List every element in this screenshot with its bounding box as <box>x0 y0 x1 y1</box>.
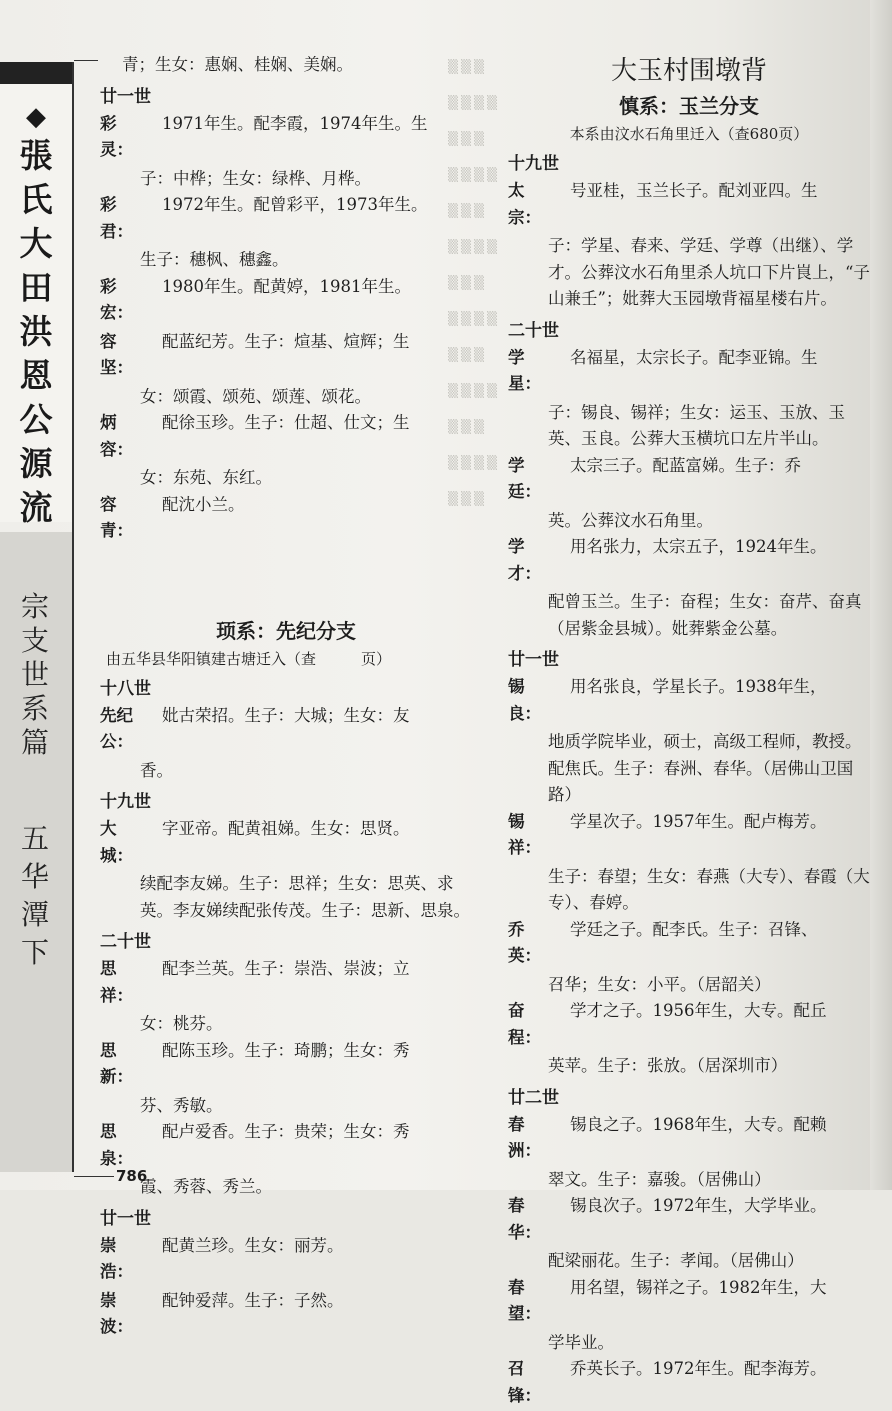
entry-first-line <box>100 329 472 382</box>
person-name: 先纪公： <box>100 705 133 751</box>
entry-text: 乔英长子。1972年生。配李海芳。 <box>570 1359 827 1378</box>
entry-continuation: 配曾玉兰。生子：奋程；生女：奋芹、奋真（居紫金县城）。妣葬紫金公墓。 <box>548 592 862 638</box>
entry-continuation: 地质学院毕业，硕士，高级工程师，教授。配焦氏。生子：春洲、春华。（居佛山卫国路） <box>548 732 862 804</box>
entry-list <box>100 816 472 924</box>
person-name: 彩 灵： <box>100 113 133 159</box>
person-name: 锡 良： <box>508 677 541 723</box>
genealogy-entry <box>508 917 870 999</box>
entry-continuation: 配梁丽花。生子：孝闻。（居佛山） <box>548 1251 804 1270</box>
entry-continuation: 学毕业。 <box>548 1332 614 1352</box>
continuation-text: 青；生女：惠娴、桂娴、美娴。 <box>122 55 353 74</box>
section-char: 篇 <box>20 726 49 759</box>
person-name: 学 廷： <box>508 455 541 501</box>
entry-text: 配李兰英。生子：崇浩、崇波；立 <box>162 959 410 978</box>
generation-heading: 二十世 <box>508 320 559 341</box>
entry-text: 字亚帝。配黄祖娣。生女：思贤。 <box>162 819 410 838</box>
section-char: 世 <box>20 658 49 691</box>
generation-heading: 廿二世 <box>508 1087 559 1108</box>
page-number: 786 <box>116 1167 148 1185</box>
book-title-char: 公 <box>19 400 53 439</box>
book-title-char: 張 <box>19 136 53 175</box>
book-title-char: 大 <box>19 224 53 263</box>
left-column <box>100 52 472 1343</box>
entry-list <box>508 1112 870 1410</box>
section-title-vertical <box>10 590 60 760</box>
entry-first-line <box>100 956 472 1009</box>
genealogy-entry <box>100 1119 472 1201</box>
entry-first-line <box>100 1288 472 1341</box>
entry-continuation: 召华；生女：小平。（居韶关） <box>548 974 771 994</box>
sidebar-divider-line <box>72 62 74 1172</box>
section-char: 支 <box>20 624 49 657</box>
bleed-through-text: ▒▒▒ ▒▒▒▒ ▒▒▒ ▒▒▒▒ ▒▒▒ ▒▒▒▒ ▒▒▒ ▒▒▒▒ ▒▒▒ ▒▒▒▒ ▒▒▒ ▒▒▒▒ ▒▒▒ <box>448 60 500 507</box>
section-char: 系 <box>20 692 49 725</box>
diamond-icon: ◆ <box>26 102 46 132</box>
book-title-char: 源 <box>19 444 53 483</box>
genealogy-entry <box>508 809 870 917</box>
entry-first-line <box>508 1193 870 1246</box>
genealogy-entry <box>508 534 870 642</box>
entry-continuation: 女：桃芬。 <box>140 1014 223 1033</box>
entry-text: 锡良次子。1972年生，大学毕业。 <box>570 1196 827 1215</box>
entry-first-line <box>100 1233 472 1286</box>
entry-text: 配卢爱香。生子：贵荣；生女：秀 <box>162 1122 410 1141</box>
entry-list <box>100 703 472 785</box>
person-name: 学 才： <box>508 537 541 583</box>
entry-text: 锡良之子。1968年生，大专。配赖 <box>570 1114 827 1134</box>
genealogy-entry <box>100 1038 472 1120</box>
entry-text: 学才之子。1956年生，大专。配丘 <box>570 1001 827 1020</box>
person-name: 彩 宏： <box>100 276 133 322</box>
entry-first-line <box>508 674 870 727</box>
generation-heading: 二十世 <box>100 932 151 952</box>
person-name: 锡 祥： <box>508 811 541 857</box>
genealogy-entry <box>508 998 870 1080</box>
entry-text: 配沈小兰。 <box>162 494 245 514</box>
entry-text: 配钟爱萍。生子：子然。 <box>162 1290 344 1310</box>
genealogy-entry <box>508 674 870 809</box>
person-name: 太 宗： <box>508 181 541 227</box>
generation-heading: 廿一世 <box>100 1208 151 1229</box>
genealogy-entry <box>508 345 870 453</box>
entry-first-line <box>508 534 870 587</box>
person-name: 思 新： <box>100 1040 133 1086</box>
entry-continuation: 子：中桦；生女：绿桦、月桦。 <box>140 168 371 188</box>
entry-first-line <box>100 1038 472 1091</box>
entry-first-line <box>100 703 472 756</box>
person-name: 彩 君： <box>100 195 133 241</box>
generation-heading: 十八世 <box>100 678 151 699</box>
person-name: 炳 容： <box>100 413 133 459</box>
genealogy-entry <box>508 453 870 535</box>
book-title-char: 恩 <box>19 356 53 395</box>
entry-first-line <box>508 178 870 231</box>
entry-continuation: 翠文。生子：嘉骏。（居佛山） <box>548 1169 771 1189</box>
entry-first-line <box>508 1356 870 1409</box>
place-char: 华 <box>20 860 49 893</box>
genealogy-entry <box>100 492 472 545</box>
generation-heading: 廿一世 <box>100 86 151 107</box>
entry-first-line <box>100 274 472 327</box>
entry-first-line <box>508 1112 870 1165</box>
genealogy-entry <box>100 410 472 492</box>
person-name: 召 锋： <box>508 1359 541 1405</box>
person-name: 容 青： <box>100 494 133 540</box>
entry-first-line <box>100 1119 472 1172</box>
entry-continuation: 英。公葬汶水石角里。 <box>548 510 713 530</box>
entry-first-line <box>508 1275 870 1328</box>
genealogy-entry <box>508 1275 870 1357</box>
genealogy-entry <box>100 274 472 327</box>
entry-text: 1972年生。配曾彩平，1973年生。 <box>162 195 428 214</box>
entry-text: 学廷之子。配李氏。生子：召锋、 <box>570 919 818 939</box>
person-name: 春 望： <box>508 1277 541 1323</box>
entry-first-line <box>100 192 472 245</box>
entry-list <box>508 178 870 313</box>
person-name: 春 华： <box>508 1196 541 1242</box>
section-char: 宗 <box>20 590 49 623</box>
entry-continuation: 子：锡良、锡祥；生女：运玉、玉放、玉英、玉良。公葬大玉横坑口左片半山。 <box>548 402 845 448</box>
entry-first-line <box>100 492 472 545</box>
place-char: 下 <box>20 936 49 969</box>
place-char: 潭 <box>20 898 49 931</box>
branch-origin: 本系由汶水石角里迁入（查680页） <box>569 125 809 143</box>
village-title: 大玉村围墩背 <box>610 56 767 86</box>
sidebar-top-bar <box>0 62 72 84</box>
genealogy-entry <box>100 329 472 411</box>
entry-list <box>508 674 870 1080</box>
person-name: 思 泉： <box>100 1122 133 1168</box>
entry-list <box>100 111 472 545</box>
entry-text: 配黄兰珍。生女：丽芳。 <box>162 1235 344 1255</box>
entry-first-line <box>508 809 870 862</box>
person-name: 春 洲： <box>508 1114 541 1160</box>
genealogy-entry <box>100 192 472 274</box>
book-title-char: 田 <box>19 268 53 307</box>
book-title-vertical <box>8 100 64 564</box>
entry-continuation: 女：东苑、东红。 <box>140 468 272 487</box>
entry-text: 配陈玉珍。生子：琦鹏；生女：秀 <box>162 1040 410 1060</box>
entry-text: 号亚桂，玉兰长子。配刘亚四。生 <box>570 181 818 200</box>
genealogy-entry <box>100 956 472 1038</box>
entry-text: 学星次子。1957年生。配卢梅芳。 <box>570 811 827 831</box>
branch-title: 顼系：先纪分支 <box>216 618 356 643</box>
book-title-char: 氏 <box>19 180 53 219</box>
entry-text: 配徐玉珍。生子：仕超、仕文；生 <box>162 413 410 432</box>
genealogy-entry <box>508 1112 870 1194</box>
page-edge-shadow <box>870 0 892 1190</box>
entry-text: 太宗三子。配蓝富娣。生子：乔 <box>570 455 801 475</box>
generation-heading: 廿一世 <box>508 650 559 670</box>
entry-continuation: 生子：春望；生女：春燕（大专）、春霞（大专）、春婷。 <box>548 866 870 912</box>
person-name: 容 坚： <box>100 331 133 377</box>
entry-text: 名福星，太宗长子。配李亚锦。生 <box>570 347 818 367</box>
genealogy-entry <box>100 816 472 924</box>
entry-text: 用名张力，太宗五子，1924年生。 <box>570 537 827 556</box>
entry-first-line <box>100 816 472 869</box>
branch-title: 慎系：玉兰分支 <box>619 94 759 118</box>
entry-first-line <box>508 998 870 1051</box>
entry-first-line <box>100 410 472 463</box>
entry-text: 妣古荣招。生子：大城；生女：友 <box>162 705 410 725</box>
entry-text: 1971年生。配李霞，1974年生。生 <box>162 113 428 133</box>
person-name: 奋 程： <box>508 1001 541 1047</box>
entry-list <box>508 345 870 643</box>
genealogy-entry <box>508 178 870 313</box>
place-char: 五 <box>20 822 49 855</box>
person-name: 学 星： <box>508 347 541 393</box>
genealogy-entry <box>100 1288 472 1341</box>
branch-origin: 由五华县华阳镇建古塘迁入（查 页） <box>106 649 392 668</box>
entry-continuation: 英苹。生子：张放。（居深圳市） <box>548 1056 788 1075</box>
book-title-char: 流 <box>19 488 53 527</box>
genealogy-entry <box>508 1193 870 1275</box>
person-name: 崇 浩： <box>100 1235 133 1281</box>
entry-text: 用名张良，学星长子。1938年生， <box>570 677 827 696</box>
generation-heading: 十九世 <box>508 154 559 174</box>
entry-list <box>100 1233 472 1341</box>
entry-text: 用名望，锡祥之子。1982年生，大 <box>570 1277 827 1297</box>
entry-first-line <box>508 453 870 506</box>
place-title-vertical <box>10 820 60 972</box>
person-name: 大 城： <box>100 819 133 865</box>
entry-continuation: 女：颂霞、颂苑、颂莲、颂花。 <box>140 386 371 406</box>
book-title-char: 洪 <box>19 312 53 351</box>
entry-list <box>100 956 472 1201</box>
entry-continuation: 香。 <box>140 760 173 780</box>
person-name: 乔 英： <box>508 919 541 965</box>
entry-first-line <box>508 345 870 398</box>
right-column <box>508 52 870 1411</box>
entry-continuation: 霞、秀蓉、秀兰。 <box>140 1177 272 1196</box>
entry-continuation: 续配李友娣。生子：思祥；生女：思英、求英。李友娣续配张传茂。生子：思新、思泉。 <box>140 874 470 920</box>
genealogy-entry <box>100 703 472 785</box>
person-name: 崇 波： <box>100 1290 133 1336</box>
entry-first-line <box>100 111 472 164</box>
entry-first-line <box>508 917 870 970</box>
entry-continuation: 子：学星、春来、学廷、学尊（出继）、学才。公葬汶水石角里杀人坑口下片峎上，“子山兼壬”；妣葬大玉园墩背福星楼右片。 <box>548 236 870 308</box>
person-name: 思 祥： <box>100 959 133 1005</box>
genealogy-entry <box>100 111 472 193</box>
entry-text: 1980年生。配黄婷，1981年生。 <box>162 276 411 296</box>
entry-continuation: 芬、秀敏。 <box>140 1095 223 1115</box>
genealogy-entry <box>508 1356 870 1409</box>
genealogy-entry <box>100 1233 472 1286</box>
entry-continuation: 生子：穗枫、穗鑫。 <box>140 250 289 269</box>
generation-heading: 十九世 <box>100 792 151 812</box>
header-rule <box>74 60 98 61</box>
entry-text: 配蓝纪芳。生子：煊基、煊辉；生 <box>162 331 410 351</box>
